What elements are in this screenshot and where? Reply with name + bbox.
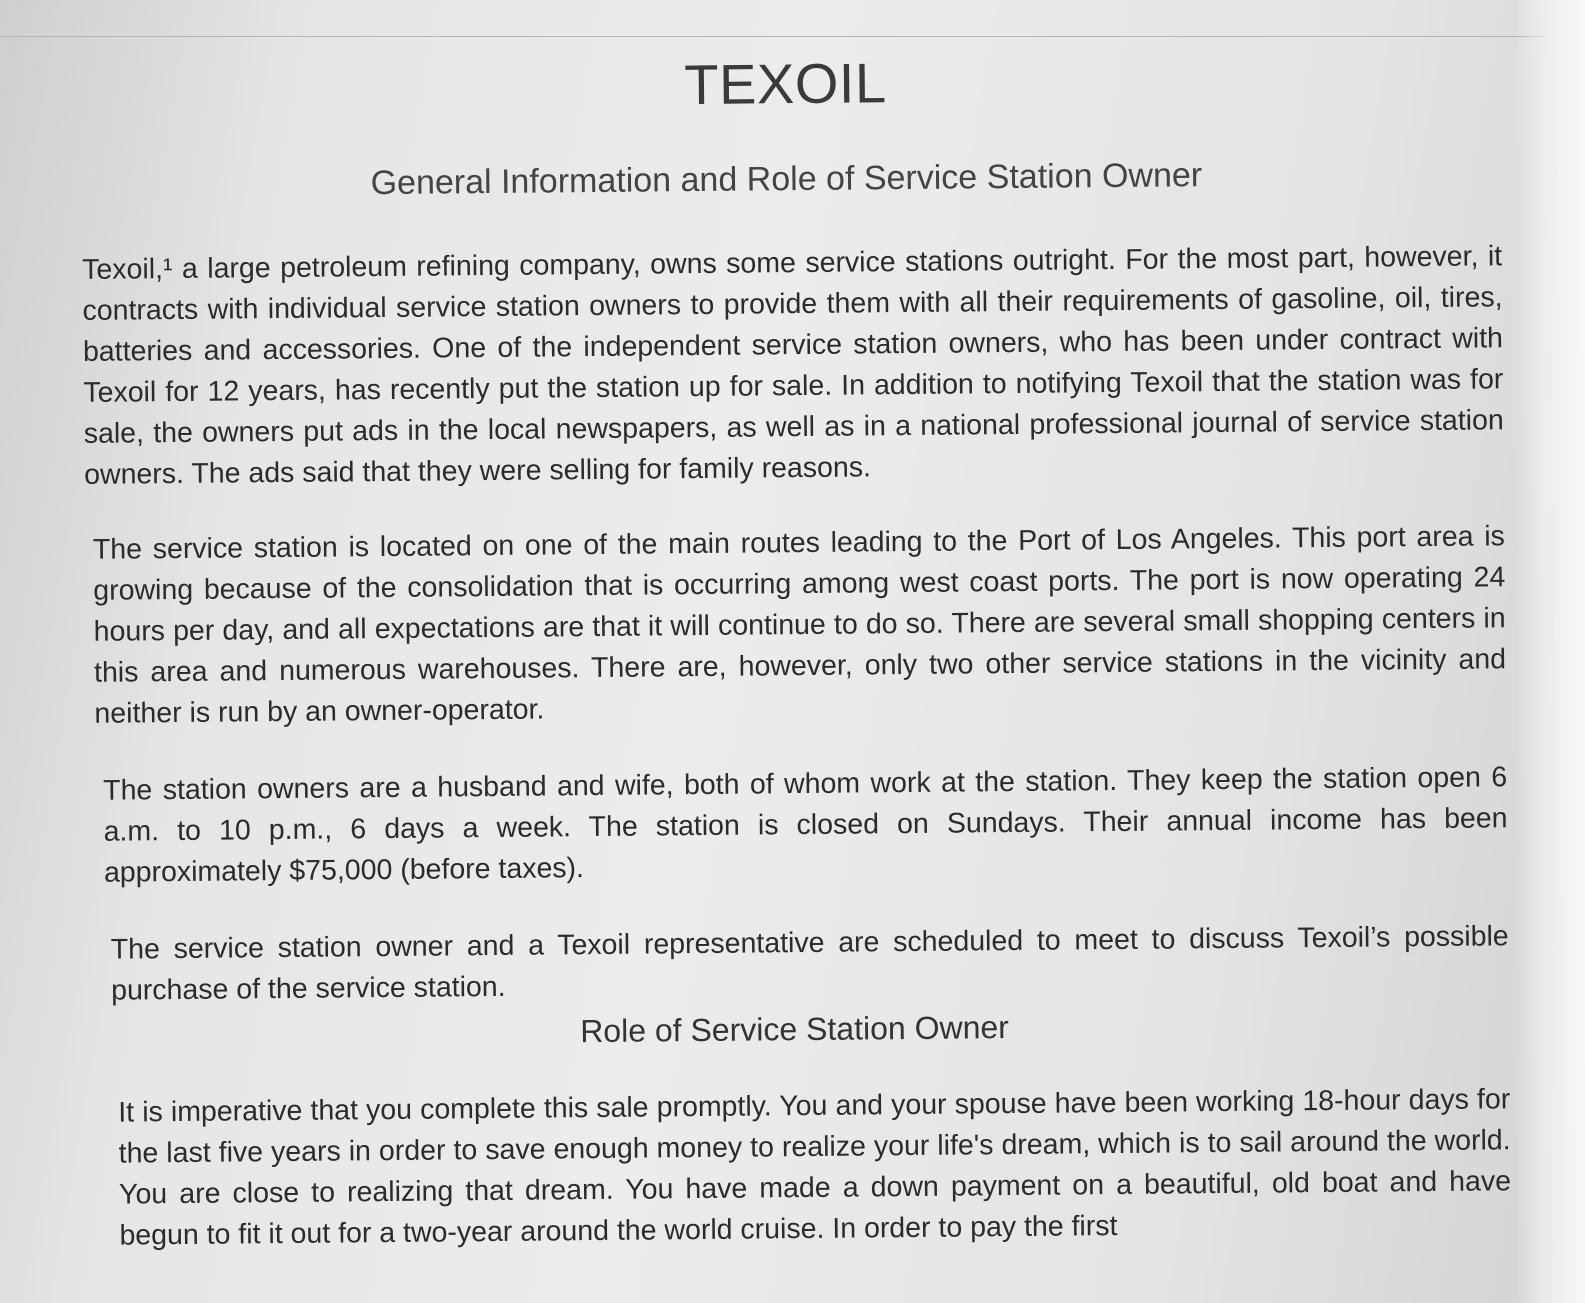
paragraph-station-owners: The station owners are a husband and wife, both of whom work at the station. They keep the station open 6 a.m. to 10 p.m., 6 days a week. The station is closed on Sundays. Their annual income has been approximately $75,000 (before taxes).	[103, 761, 1508, 889]
document-title: TEXOIL	[684, 51, 887, 117]
document-page	[70, 26, 1512, 1257]
section-heading-role: Role of Service Station Owner	[580, 1009, 1010, 1050]
paragraph-texoil-intro: Texoil,¹ a large petroleum refining company, owns some service stations outright. For the most part, however, it contracts with individual service station owners to provide them with all their requirements of gasoline, oil, tires, batteries and accessories. One of the independent service station owners, who has been under contract with Texoil for 12 years, has recently put the station up for sale. In addition to notifying Texoil that the station was for sale, the owners put ads in the local newspapers, as well as in a national professional journal of service station owners. The ads said that they were selling for family reasons.	[82, 240, 1504, 491]
paragraph-role: It is imperative that you complete this sale promptly. You and your spouse have been working 18-hour days for the last five years in order to save enough money to realize your life's dream, which is to sail around the world. You are close to realizing that dream. You have made a down payment on a beautiful, old boat and have begun to fit it out for a two-year around the world cruise. In order to pay the first	[118, 1083, 1512, 1252]
screen-edge-glare	[1515, 0, 1585, 1303]
paragraph-station-location: The service station is located on one of the main routes leading to the Port of Los Angeles. This port area is growing because of the consolidation that is occurring among west coast ports. The port is now operating 24 hours per day, and all expectations are that it will continue to do so. There are several small shopping centers in this area and numerous warehouses. There are, however, only two other service stations in the vicinity and neither is run by an owner-operator.	[92, 520, 1507, 730]
paragraph-meeting: The service station owner and a Texoil representative are scheduled to meet to discuss Texoil’s possible purchase of the service station.	[110, 920, 1509, 1007]
document-subtitle: General Information and Role of Service Station Owner	[370, 156, 1203, 203]
